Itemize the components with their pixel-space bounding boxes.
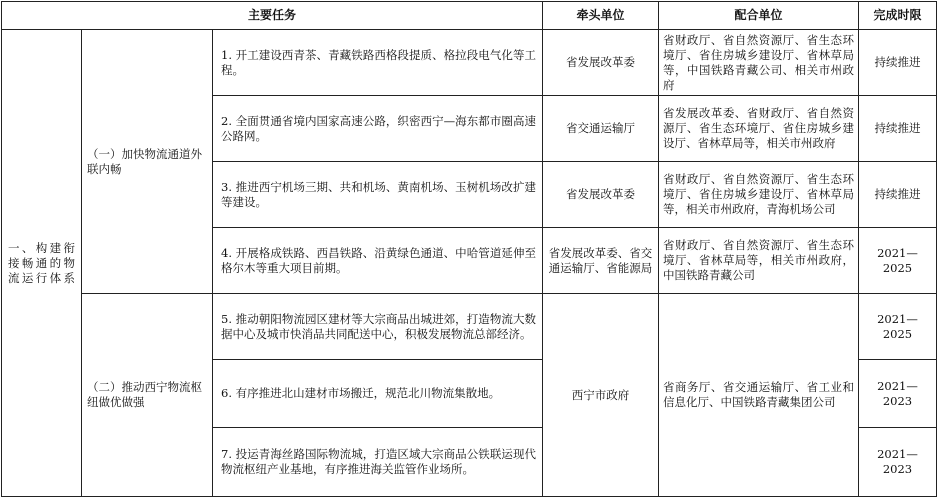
- header-deadline: 完成时限: [859, 2, 937, 30]
- task-table: [1, 1, 937, 497]
- deadline-cell: 2021—2023: [859, 360, 937, 428]
- task-cell: 1. 开工建设西青茶、青藏铁路西格段提质、格拉段电气化等工程。: [213, 30, 543, 96]
- table-row: [2, 30, 937, 96]
- group-title: （一）加快物流通道外联内畅: [82, 30, 213, 294]
- header-lead: 牵头单位: [543, 2, 659, 30]
- task-cell: 2. 全面贯通省境内国家高速公路，织密西宁—海东都市圈高速公路网。: [213, 96, 543, 162]
- lead-cell: 省发展改革委、省交通运输厅、省能源局: [543, 228, 659, 294]
- coop-cell: 省发展改革委、省财政厅、省自然资源厅、省生态环境厅、省住房城乡建设厅、省林草局等，相关市州政府: [659, 96, 859, 162]
- lead-cell: 省发展改革委: [543, 162, 659, 228]
- lead-cell: 西宁市政府: [543, 294, 659, 497]
- coop-cell: 省财政厅、省自然资源厅、省生态环境厅、省林草局等，相关市州政府，中国铁路青藏公司: [659, 228, 859, 294]
- category-cell: 一、构建衔接畅通的物流运行体系: [2, 30, 82, 497]
- task-cell: 3. 推进西宁机场三期、共和机场、黄南机场、玉树机场改扩建等建设。: [213, 162, 543, 228]
- group-title: （二）推动西宁物流枢纽做优做强: [82, 294, 213, 497]
- task-table-page: [0, 1, 937, 500]
- deadline-cell: 持续推进: [859, 162, 937, 228]
- task-cell: 6. 有序推进北山建材市场搬迁，规范北川物流集散地。: [213, 360, 543, 428]
- task-cell: 4. 开展格成铁路、西昌铁路、沿黄绿色通道、中哈管道延伸至格尔木等重大项目前期。: [213, 228, 543, 294]
- header-coop: 配合单位: [659, 2, 859, 30]
- coop-cell: 省财政厅、省自然资源厅、省生态环境厅、省住房城乡建设厅、省林草局等，相关市州政府，青海机场公司: [659, 162, 859, 228]
- coop-cell: 省财政厅、省自然资源厅、省生态环境厅、省住房城乡建设厅、省林草局等，中国铁路青藏公司、相关市州政府: [659, 30, 859, 96]
- deadline-cell: 2021—2025: [859, 228, 937, 294]
- task-cell: 5. 推动朝阳物流园区建材等大宗商品出城进郊，打造物流大数据中心及城市快消品共同配送中心，积极发展物流总部经济。: [213, 294, 543, 360]
- lead-cell: 省交通运输厅: [543, 96, 659, 162]
- deadline-cell: 2021—2025: [859, 294, 937, 360]
- header-row: [2, 2, 937, 30]
- header-tasks: 主要任务: [2, 2, 543, 30]
- task-cell: 7. 投运青海丝路国际物流城，打造区域大宗商品公铁联运现代物流枢纽产业基地，有序推进海关监管作业场所。: [213, 428, 543, 497]
- lead-cell: 省发展改革委: [543, 30, 659, 96]
- deadline-cell: 持续推进: [859, 96, 937, 162]
- deadline-cell: 2021—2023: [859, 428, 937, 497]
- coop-cell: 省商务厅、省交通运输厅、省工业和信息化厅、中国铁路青藏集团公司: [659, 294, 859, 497]
- table-row: [2, 294, 937, 360]
- deadline-cell: 持续推进: [859, 30, 937, 96]
